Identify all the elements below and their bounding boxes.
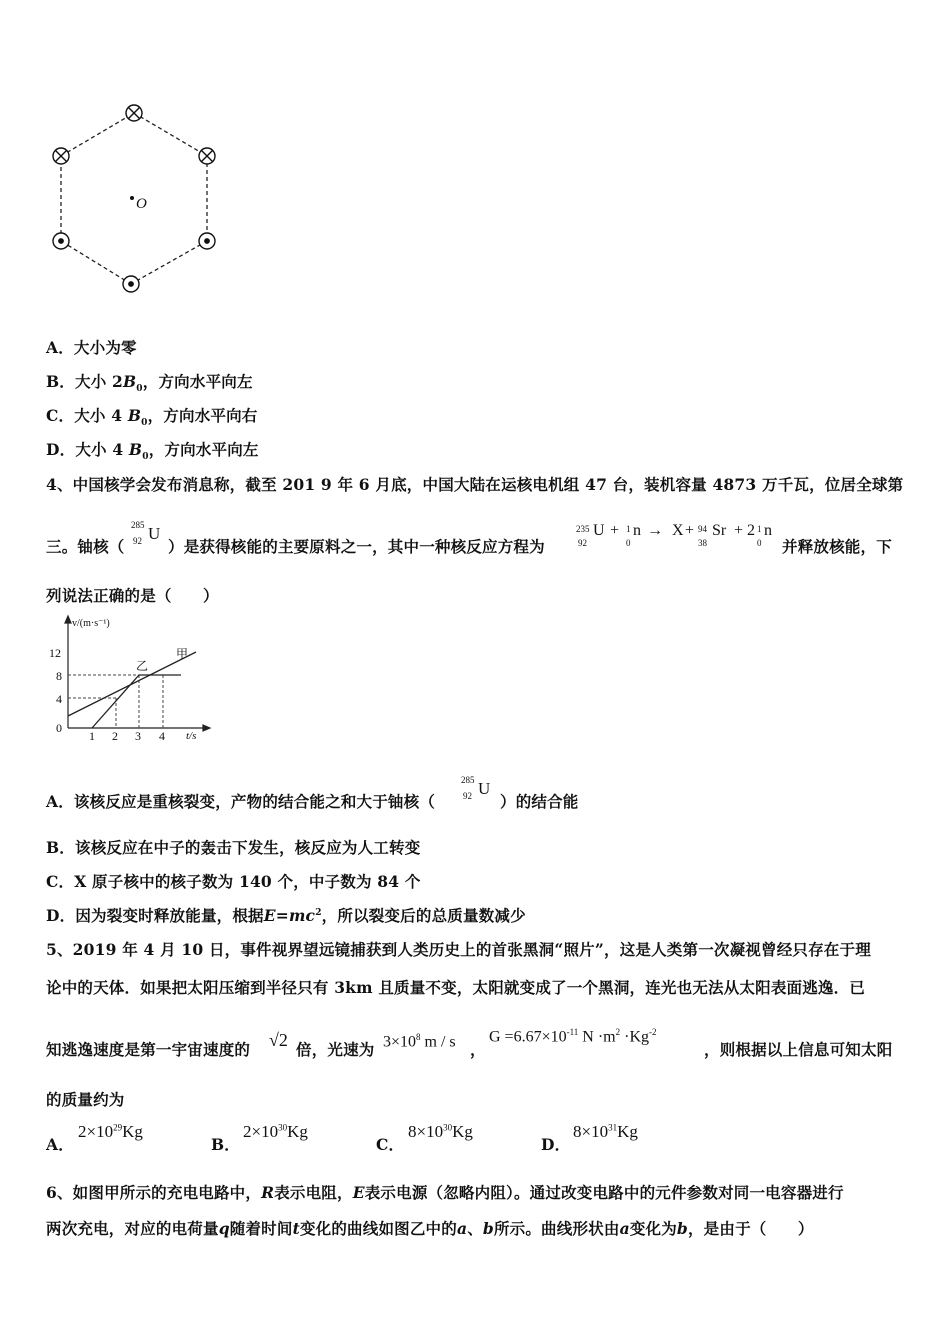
center-label: O <box>136 196 147 212</box>
q5-option-a-value: $2\times 10^{29}Kg$ <box>78 1122 143 1141</box>
q4-option-a-2: ）的结合能 <box>500 792 579 811</box>
q4-option-b: B．该核反应在中子的轰击下发生，核反应为人工转变 <box>46 838 421 857</box>
q4-stem-line2-b: ）是获得核能的主要原料之一，其中一种核反应方程为 <box>168 537 545 556</box>
y-tick-8: 8 <box>56 669 62 683</box>
q5-stem-line3-a: 知逃逸速度是第一宇宙速度的 <box>46 1040 251 1059</box>
q5-option-c-value: $8\times 10^{30}Kg$ <box>408 1122 473 1141</box>
q5-option-d-value: $8\times 10^{31}Kg$ <box>573 1122 638 1141</box>
wire-out-of-page-icon <box>123 276 139 292</box>
q5-option-d: D． <box>541 1135 571 1154</box>
q3-option-d: D．大小 4 $B_0$，方向水平向左 <box>46 440 259 463</box>
speed-of-light: $3\times 10^8$ m / s <box>383 1032 456 1051</box>
nuclear-reaction-equation: 235 92 U + 1 0 n → X + 94 38 Sr + 2 1 0 n <box>576 522 772 548</box>
wire-into-page-icon <box>199 148 215 164</box>
label-yi: 乙 <box>136 659 149 673</box>
q4-stem-line1: 4、中国核学会发布消息称，截至 201 9 年 6 月底，中国大陆在运核电机组 47 台，装机容量 4873 万千瓦，位居全球第 <box>46 475 904 494</box>
q5-option-a: A． <box>46 1135 74 1154</box>
velocity-time-graph <box>46 612 216 747</box>
q6-stem-line2: 两次充电，对应的电荷量q随着时间t变化的曲线如图乙中的a、b所示。曲线形状由a变化为b，是由于（ ） <box>46 1219 814 1238</box>
gravitational-constant: $G =6.67\times 10^{-11}$ $N \cdot m^2 \cdot Kg^{-2}$ <box>489 1027 657 1046</box>
q5-stem-line1: 5、2019 年 4 月 10 日，事件视界望远镜捕获到人类历史上的首张黑洞“照片”，这是人类第一次凝视曾经只存在于理 <box>46 940 871 959</box>
hexagon-figure <box>40 95 240 305</box>
q6-stem-line1: 6、如图甲所示的充电电路中，R表示电阻，E表示电源（忽略内阻）。通过改变电路中的元件参数对同一电容器进行 <box>46 1183 844 1202</box>
q3-option-c: C．大小 4 $B_0$，方向水平向右 <box>46 406 258 429</box>
q4-option-a-1: A．该核反应是重核裂变，产物的结合能之和大于铀核（ <box>46 792 436 811</box>
q5-stem-line2: 论中的天体．如果把太阳压缩到半径只有 3km 且质量不变，太阳就变成了一个黑洞，连光也无法从太阳表面逃逸．已 <box>46 978 866 997</box>
x-tick-2: 2 <box>112 729 118 743</box>
sqrt-two: √2 <box>269 1030 288 1050</box>
q3-option-a: A．大小为零 <box>46 338 137 357</box>
q5-option-c: C． <box>376 1135 405 1154</box>
q5-stem-line4: 的质量约为 <box>46 1090 125 1109</box>
wire-into-page-icon <box>53 148 69 164</box>
uranium-nuclide-2: 285 92 U <box>461 775 491 801</box>
q4-stem-line2-c: 并释放核能，下 <box>782 537 892 556</box>
q4-option-d: D．因为裂变时释放能量，根据$E=mc^2$，所以裂变后的总质量数减少 <box>46 906 526 925</box>
y-tick-12: 12 <box>49 646 61 660</box>
y-tick-4: 4 <box>56 692 62 706</box>
x-tick-4: 4 <box>159 729 165 743</box>
y-axis-label: v/(m·s⁻¹) <box>72 618 110 629</box>
x-tick-1: 1 <box>89 729 95 743</box>
q5-option-b-value: $2\times 10^{30}Kg$ <box>243 1122 308 1141</box>
q5-stem-line3-c: ，则根据以上信息可知太阳 <box>704 1040 893 1059</box>
label-jia: 甲 <box>176 647 189 661</box>
wire-out-of-page-icon <box>199 233 215 249</box>
q4-stem-line3: 列说法正确的是（ ） <box>46 586 219 605</box>
q3-option-b: B．大小 $2B_0$，方向水平向左 <box>46 372 253 395</box>
uranium-nuclide: 285 92 U <box>131 520 161 546</box>
x-tick-3: 3 <box>135 729 141 743</box>
q5-stem-line3-b: 倍，光速为 <box>296 1040 375 1059</box>
q4-option-c: C．X 原子核中的核子数为 140 个，中子数为 84 个 <box>46 872 421 891</box>
x-axis-label: t/s <box>186 730 197 742</box>
center-point <box>130 196 134 200</box>
q4-stem-line2-a: 三。铀核（ <box>46 537 125 556</box>
q5-option-b: B． <box>211 1135 241 1154</box>
wire-out-of-page-icon <box>53 233 69 249</box>
line-jia <box>68 652 196 716</box>
origin-label: 0 <box>56 721 62 735</box>
q5-comma: ， <box>470 1040 486 1059</box>
wire-into-page-icon <box>126 105 142 121</box>
